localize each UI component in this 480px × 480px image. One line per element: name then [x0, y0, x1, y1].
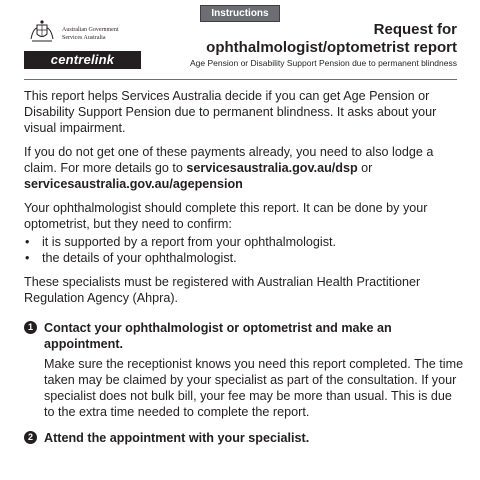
page-title-line2: ophthalmologist/optometrist report	[206, 39, 457, 56]
step-body: Make sure the receptionist knows you need this report completed. The time taken may be claimed by your specialist as part of the consultation. If your specialist does not bulk bill, your fee may be more than usual. This is due to the extra time needed to complete the report.	[44, 357, 464, 419]
instructions-button[interactable]: Instructions	[200, 5, 280, 22]
or-text: or	[361, 161, 373, 175]
step-2	[24, 430, 464, 446]
list-item: • the details of your ophthalmologist.	[24, 250, 464, 266]
gov-line2: Services Australia	[62, 35, 106, 41]
step-heading: Contact your ophthalmologist or optometrist and make an appointment.	[44, 321, 392, 351]
dsp-link[interactable]: servicesaustralia.gov.au/dsp	[186, 161, 358, 175]
claim-paragraph	[24, 144, 464, 192]
intro-paragraph: This report helps Services Australia decide if you can get Age Pension or Disability Support Pension due to permanent blindness. It asks about your visual impairment.	[24, 89, 437, 135]
header-divider	[24, 79, 457, 80]
step-heading: Attend the appointment with your specialist.	[44, 431, 310, 445]
agepension-link[interactable]: servicesaustralia.gov.au/agepension	[24, 177, 243, 191]
claim-text: If you do not get one of these payments already, you need to also lodge a claim. For more details go to	[24, 145, 434, 175]
page-subtitle: Age Pension or Disability Support Pension due to permanent blindness	[190, 58, 457, 68]
gov-line1: Australian Government	[62, 27, 119, 33]
step-1	[24, 320, 464, 420]
registered-paragraph: These specialists must be registered with Australian Health Practitioner Regulation Agency (Ahpra).	[24, 275, 421, 305]
coat-of-arms-icon	[28, 19, 56, 47]
confirm-list	[24, 234, 464, 266]
page-title-line1: Request for	[373, 21, 457, 38]
list-item: • it is supported by a report from your ophthalmologist.	[24, 234, 464, 250]
step-number-badge: 1	[24, 321, 37, 334]
government-name	[62, 26, 118, 42]
step-number-badge: 2	[24, 431, 37, 444]
centrelink-logo: centrelink	[24, 51, 141, 69]
complete-paragraph: Your ophthalmologist should complete this report. It can be done by your optometrist, but they need to confirm:	[24, 201, 428, 231]
government-logo	[28, 19, 168, 49]
document-header	[190, 21, 457, 69]
document-body	[24, 88, 464, 450]
